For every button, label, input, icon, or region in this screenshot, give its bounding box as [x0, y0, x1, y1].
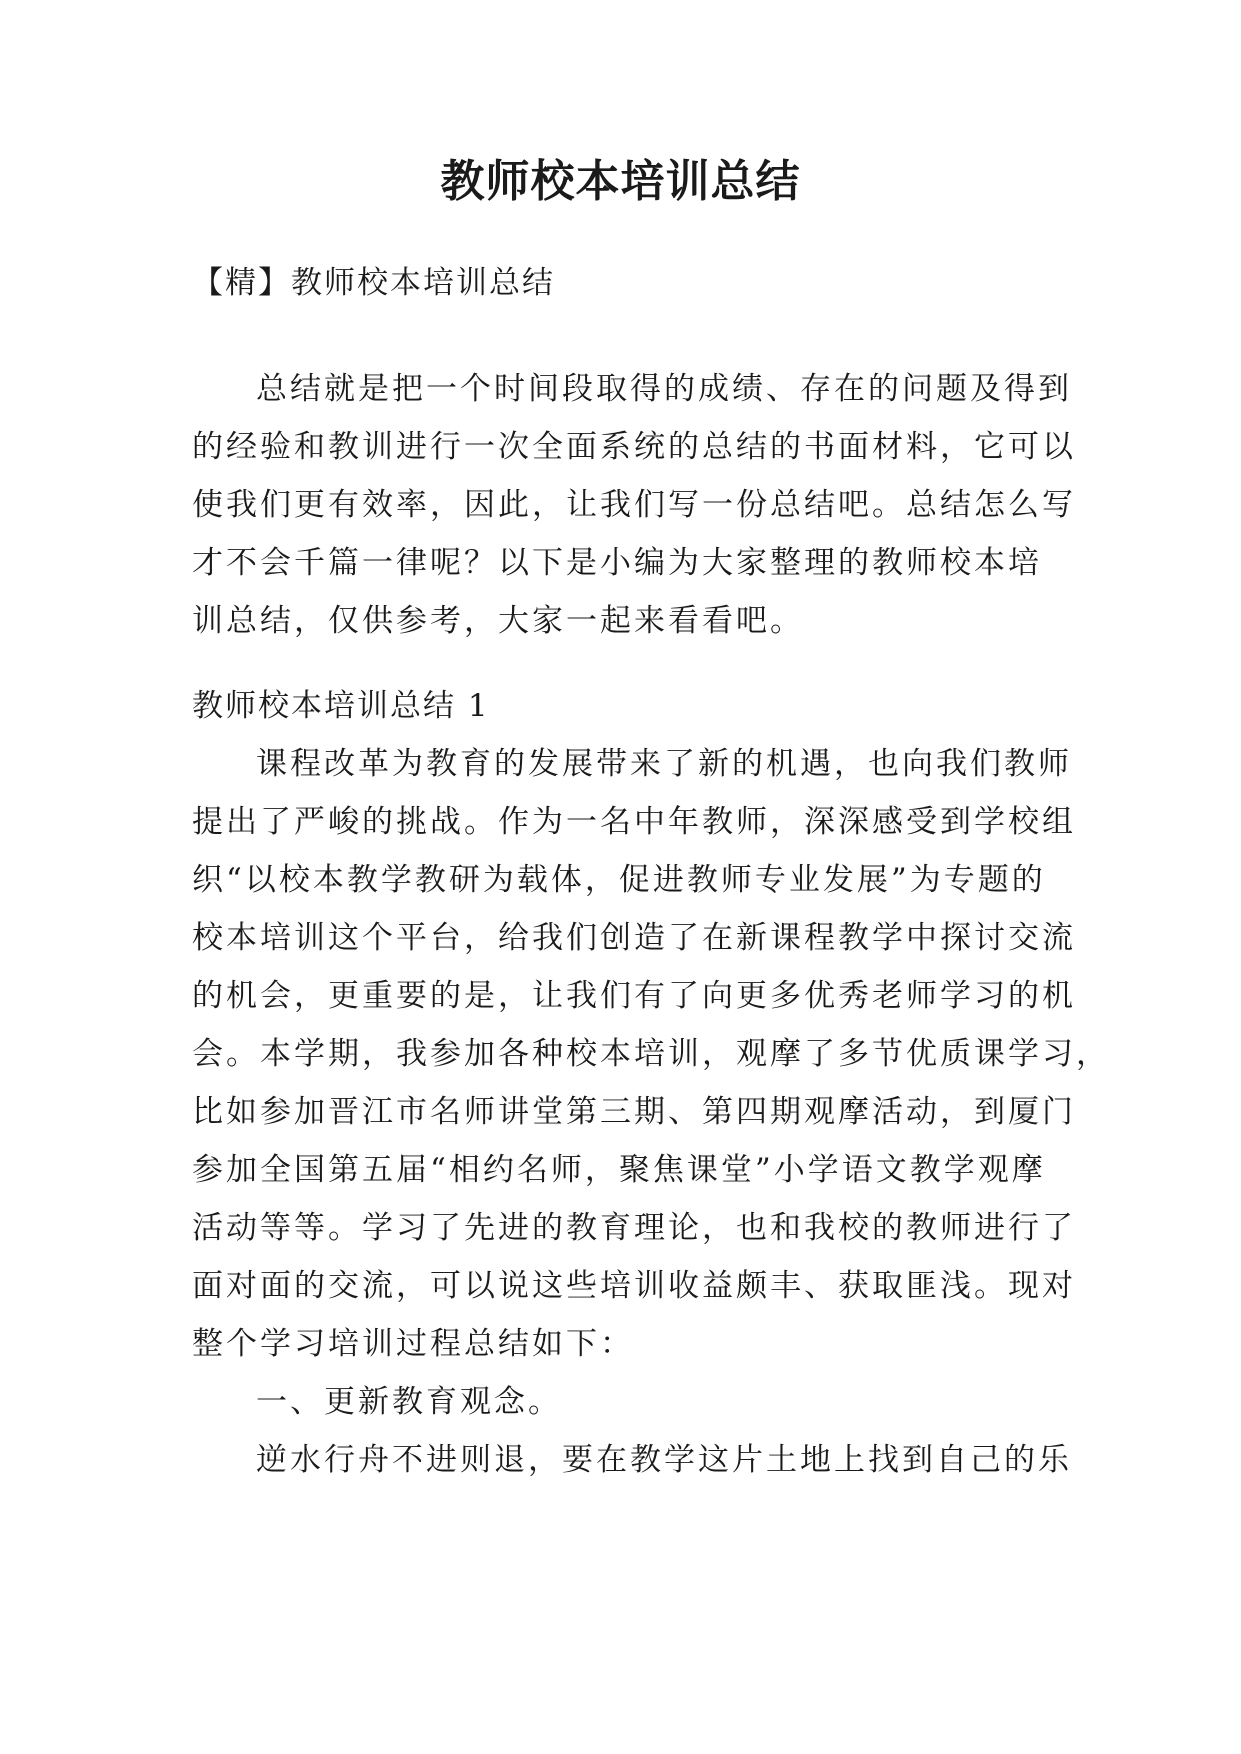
body-line-9: 活动等等。学习了先进的教育理论，也和我校的教师进行了	[192, 1210, 1076, 1246]
body-line-1: 课程改革为教育的发展带来了新的机遇，也向我们教师	[256, 746, 1072, 782]
body-line-8: 参加全国第五届“相约名师，聚焦课堂”小学语文教学观摩	[192, 1152, 1046, 1188]
document-title: 教师校本培训总结	[440, 156, 801, 207]
intro-line-2: 的经验和教训进行一次全面系统的总结的书面材料，它可以	[192, 429, 1076, 465]
intro-line-4: 才不会千篇一律呢？以下是小编为大家整理的教师校本培	[192, 545, 1042, 581]
point-heading-1: 一、更新教育观念。	[256, 1384, 562, 1420]
body-line-7: 比如参加晋江市名师讲堂第三期、第四期观摩活动，到厦门	[192, 1094, 1076, 1130]
body-line-2: 提出了严峻的挑战。作为一名中年教师，深深感受到学校组	[192, 804, 1076, 840]
body-line-4: 校本培训这个平台，给我们创造了在新课程教学中探讨交流	[192, 920, 1076, 956]
body-line-10: 面对面的交流，可以说这些培训收益颇丰、获取匪浅。现对	[192, 1268, 1076, 1304]
intro-line-5: 训总结，仅供参考，大家一起来看看吧。	[192, 603, 804, 639]
intro-line-3: 使我们更有效率，因此，让我们写一份总结吧。总结怎么写	[192, 487, 1076, 523]
document-subtitle: 【精】教师校本培训总结	[192, 265, 555, 301]
body-line-5: 的机会，更重要的是，让我们有了向更多优秀老师学习的机	[192, 978, 1076, 1014]
body-line-11: 整个学习培训过程总结如下：	[192, 1326, 634, 1362]
intro-line-1: 总结就是把一个时间段取得的成绩、存在的问题及得到	[256, 371, 1072, 407]
section-heading: 教师校本培训总结 1	[192, 688, 490, 724]
body-line-3: 织“以校本教学教研为载体，促进教师专业发展”为专题的	[192, 862, 1046, 898]
point-text-1: 逆水行舟不进则退，要在教学这片土地上找到自己的乐	[256, 1442, 1072, 1478]
body-line-6: 会。本学期，我参加各种校本培训，观摩了多节优质课学习，	[192, 1036, 1110, 1072]
